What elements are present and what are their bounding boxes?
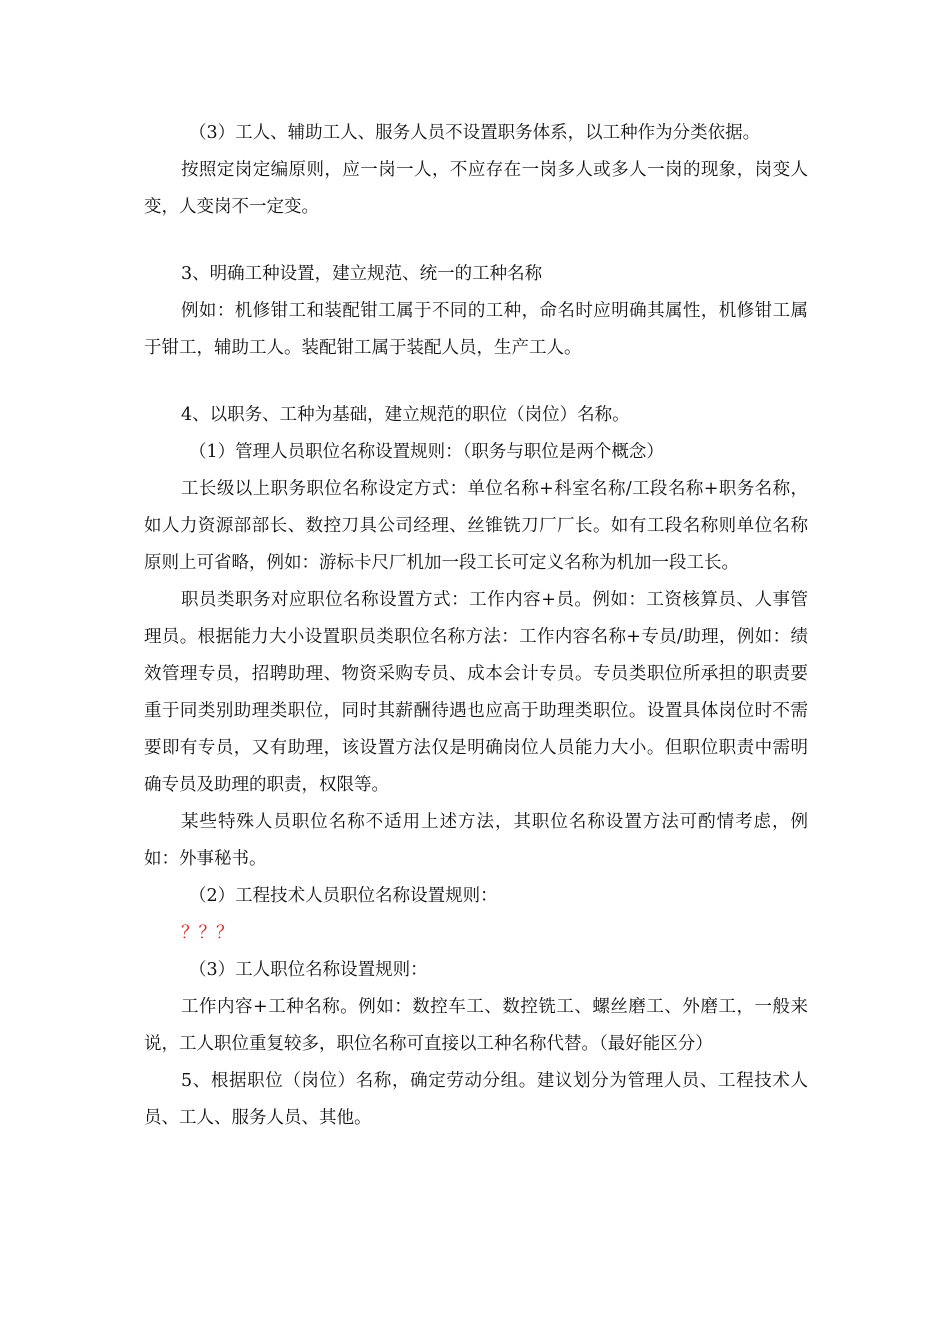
spacer [144, 367, 808, 397]
section-4-1-paragraph-staff: 职员类职务对应职位名称设置方式：工作内容+员。例如：工资核算员、人事管理员。根据能力大小设置职员类职位名称方法：工作内容名称+专员/助理，例如：绩效管理专员，招聘助理、物资采购专员、成本会计专员。专员类职位所承担的职责要重于同类别助理类职位，同时其薪酬待遇也应高于助理类职位。设置具体岗位时不需要即有专员，又有助理，该设置方法仅是明确岗位人员能力大小。但职位职责中需明确专员及助理的职责，权限等。 [144, 590, 808, 795]
section-3-example: 例如：机修钳工和装配钳工属于不同的工种，命名时应明确其属性，机修钳工属于钳工，辅助工人。装配钳工属于装配人员，生产工人。 [144, 301, 808, 358]
section-4-1-paragraph-special: 某些特殊人员职位名称不适用上述方法，其职位名称设置方法可酌情考虑，例如：外事秘书。 [144, 812, 808, 869]
spacer [144, 226, 808, 256]
section-4-heading: 4、以职务、工种为基础，建立规范的职位（岗位）名称。 [181, 405, 630, 425]
section-4-3-paragraph: 工作内容+工种名称。例如：数控车工、数控铣工、螺丝磨工、外磨工，一般来说，工人职位重复较多，职位名称可直接以工种名称代替。（最好能区分） [144, 997, 808, 1054]
paragraph-worker-classification: （3）工人、辅助工人、服务人员不设置职务体系，以工种作为分类依据。 [189, 123, 761, 143]
section-4-1-heading: （1）管理人员职位名称设置规则：（职务与职位是两个概念） [189, 442, 664, 462]
paragraph-one-post-one-person: 按照定岗定编原则，应一岗一人，不应存在一岗多人或多人一岗的现象，岗变人变，人变岗不一定变。 [144, 160, 808, 217]
section-4-2-heading: （2）工程技术人员职位名称设置规则： [189, 886, 498, 906]
section-4-3-heading: （3）工人职位名称设置规则： [189, 960, 428, 980]
section-4-2-placeholder: ？？？ [181, 923, 234, 943]
section-3-heading: 3、明确工种设置，建立规范、统一的工种名称 [181, 264, 543, 284]
section-5-paragraph: 5、根据职位（岗位）名称，确定劳动分组。建议划分为管理人员、工程技术人员、工人、服务人员、其他。 [144, 1071, 808, 1128]
section-4-1-paragraph-foreman: 工长级以上职务职位名称设定方式：单位名称+科室名称/工段名称+职务名称，如人力资源部部长、数控刀具公司经理、丝锥铣刀厂厂长。如有工段名称则单位名称原则上可省略，例如：游标卡尺厂机加一段工长可定义名称为机加一段工长。 [144, 479, 808, 573]
document-body [144, 115, 808, 1137]
